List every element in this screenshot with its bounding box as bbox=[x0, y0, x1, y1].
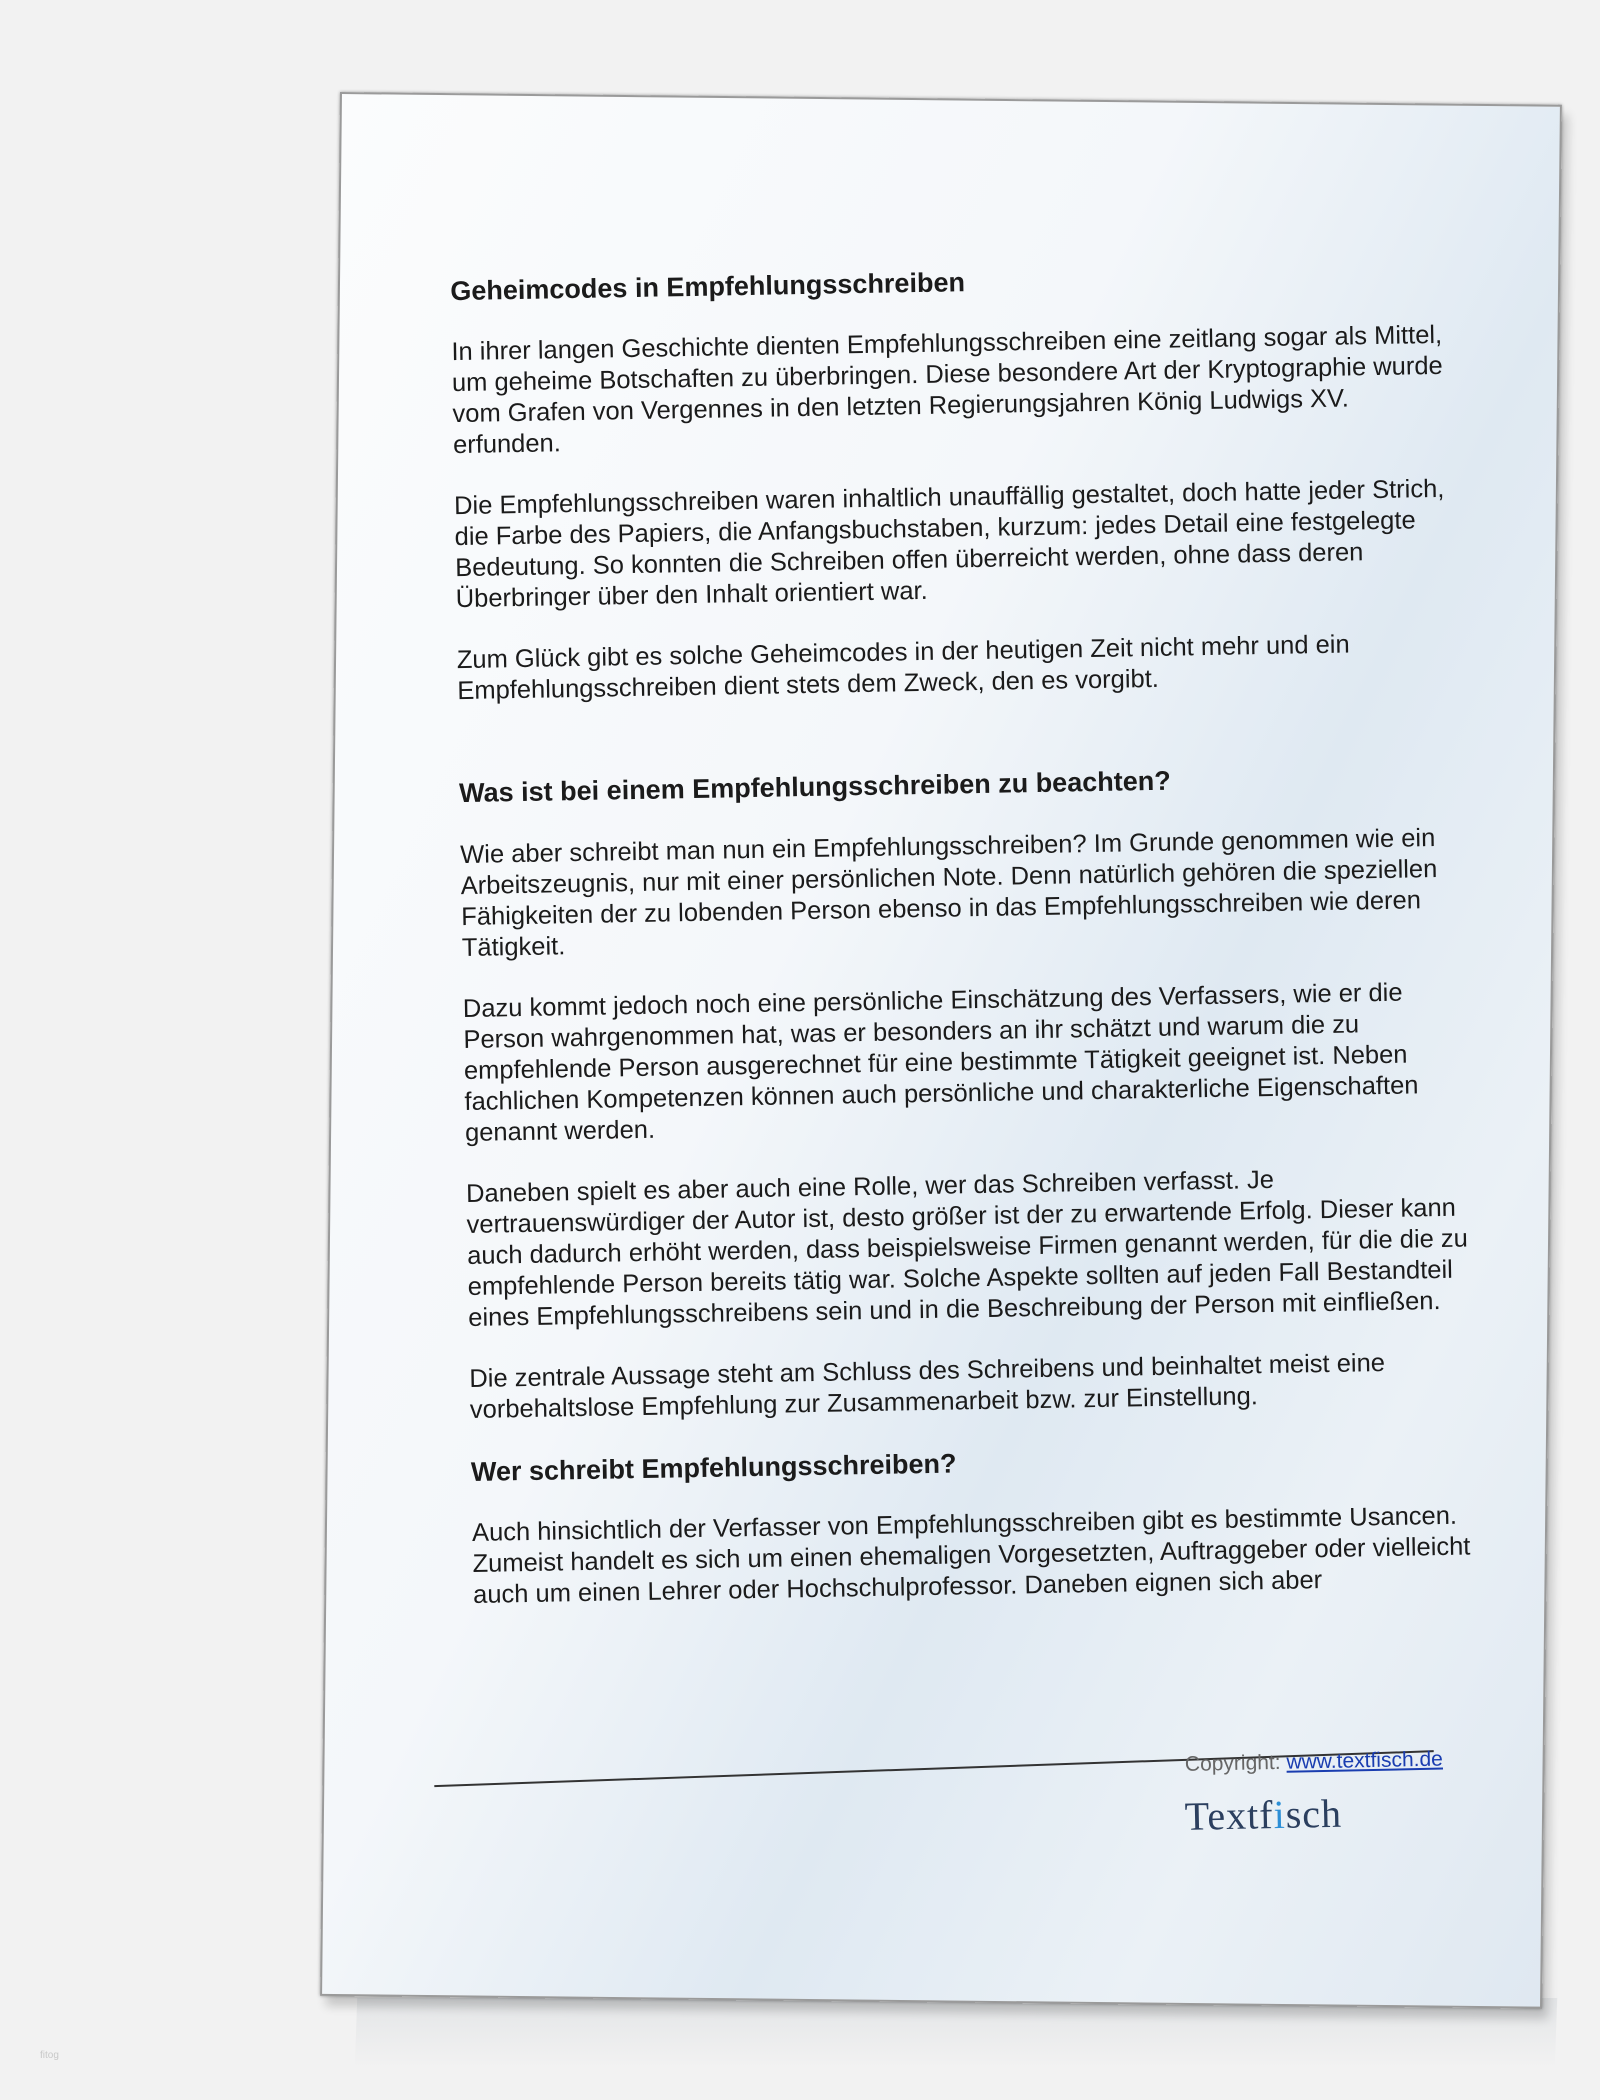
textfisch-logo bbox=[1184, 1790, 1342, 1840]
paragraph-4: Wie aber schreibt man nun ein Empfehlungsschreiben? Im Grunde genommen wie ein Arbeitszeugnis, nur mit einer persönlichen Note. Denn natürlich gehören die speziellen Fähigkeiten der zu lobenden Person ebenso in das Empfehlungsschreiben wie deren Tätigkeit. bbox=[459, 823, 1438, 962]
paragraph-6: Daneben spielt es aber auch eine Rolle, wer das Schreiben verfasst. Je vertrauenswürdiger der Autor ist, desto größer ist der zu erwartende Erfolg. Dieser kann auch dadurch erhöht werden, dass beispielsweise Firmen genannt werden, für die die zu empfehlende Person bereits tätig war. Solche Aspekte sollten auf jeden Fall Bestandteil eines Empfehlungsschreibens sein und in die Beschreibung der Person mit einfließen. bbox=[465, 1165, 1469, 1332]
paragraph-1: In ihrer langen Geschichte dienten Empfehlungsschreiben eine zeitlang sogar als Mittel, um geheime Botschaften zu überbringen. Diese besondere Art der Kryptographie wurde vom Grafen von Vergennes in den letzten Regierungsjahren König Ludwigs XV. erfunden. bbox=[451, 321, 1443, 460]
copyright-notice bbox=[1185, 1748, 1443, 1777]
page-reflection bbox=[355, 1998, 1557, 2068]
paragraph-2: Die Empfehlungsschreiben waren inhaltlich unauffällig gestaltet, doch hatte jeder Strich, die Farbe des Papiers, die Anfangsbuchstaben, kurzum: jedes Detail eine festgelegte Bedeutung. So konnten die Schreiben offen überreicht werden, ohne dass deren Überbringer über den Inhalt orientiert war. bbox=[453, 475, 1445, 614]
logo-text-start: Textf bbox=[1184, 1792, 1275, 1839]
paragraph-5: Dazu kommt jedoch noch eine persönliche Einschätzung des Verfassers, wie er die Person wahrgenommen hat, was er besonders an ihr schätzt und warum die zu empfehlende Person ausgerechnet für eine bestimmte Tätigkeit geeignet ist. Neben fachlichen Kompetenzen können auch persönliche und charakterliche Eigenschaften genannt werden. bbox=[462, 978, 1419, 1147]
paragraph-3: Zum Glück gibt es solche Geheimcodes in der heutigen Zeit nicht mehr und ein Empfehlungsschreiben dient stets dem Zweck, den es vorgibt. bbox=[456, 630, 1350, 706]
copyright-link[interactable]: www.textfisch.de bbox=[1286, 1747, 1444, 1774]
fish-icon: i bbox=[1273, 1791, 1287, 1838]
document-content bbox=[450, 258, 1484, 1642]
copyright-label: Copyright: bbox=[1184, 1750, 1281, 1776]
paragraph-8: Auch hinsichtlich der Verfasser von Empfehlungsschreiben gibt es bestimmte Usancen. Zumeist handelt es sich um einen ehemaligen Vorgesetzten, Auftraggeber oder vielleicht auch um einen Lehrer oder Hochschulprofessor. Daneben eignen sich aber bbox=[471, 1501, 1471, 1610]
heading-beachten: Was ist bei einem Empfehlungsschreiben zu beachten? bbox=[458, 766, 1171, 809]
corner-watermark: fitog bbox=[40, 2050, 59, 2061]
heading-geheimcodes: Geheimcodes in Empfehlungsschreiben bbox=[450, 267, 966, 307]
paragraph-7: Die zentrale Aussage steht am Schluss des Schreibens und beinhaltet meist eine vorbehaltslose Empfehlung zur Zusammenarbeit bzw. zur Einstellung. bbox=[469, 1348, 1386, 1424]
document-page bbox=[320, 92, 1562, 2009]
logo-text-end: sch bbox=[1285, 1790, 1343, 1837]
heading-wer-schreibt: Wer schreibt Empfehlungsschreiben? bbox=[470, 1448, 957, 1487]
